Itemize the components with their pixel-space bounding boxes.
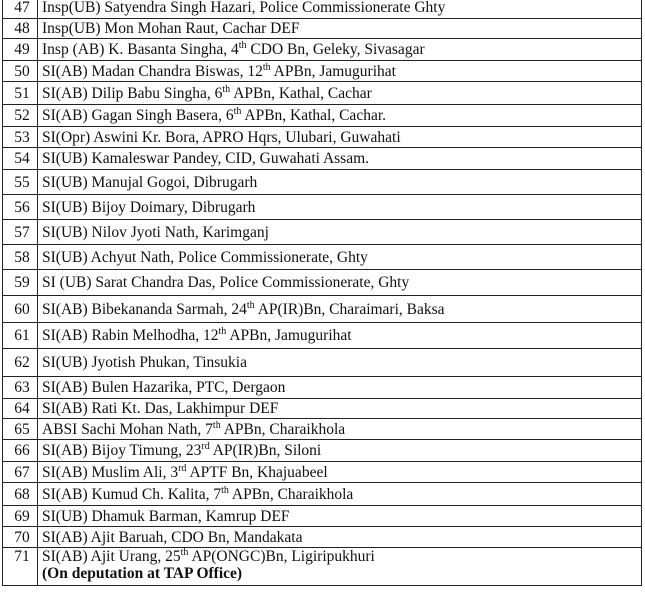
row-number: 64 bbox=[3, 399, 38, 419]
row-text-main: SI(AB) Bulen Hazarika, PTC, Dergaon bbox=[42, 379, 286, 396]
row-number: 52 bbox=[3, 105, 38, 127]
row-number: 47 bbox=[3, 0, 38, 19]
row-text bbox=[38, 170, 642, 195]
row-number: 59 bbox=[3, 270, 38, 296]
row-text-main: SI(AB) Ajit Urang, 25 bbox=[42, 548, 181, 565]
row-text-main: SI(AB) Bibekananda Sarmah, 24 bbox=[42, 300, 247, 318]
row-text-main: SI(UB) Manujal Gogoi, Dibrugarh bbox=[42, 173, 258, 191]
row-text bbox=[38, 82, 642, 105]
row-text-rest: APBn, Charaikhola bbox=[220, 420, 346, 438]
ordinal-suffix: th bbox=[262, 61, 271, 73]
table-row bbox=[3, 170, 642, 195]
row-text-main: SI(AB) Muslim Ali, 3 bbox=[42, 463, 179, 481]
row-text bbox=[38, 527, 642, 548]
row-number: 67 bbox=[3, 462, 38, 483]
row-text-main: SI(AB) Madan Chandra Biswas, 12 bbox=[42, 62, 263, 80]
row-number: 51 bbox=[3, 82, 38, 105]
row-text-main: SI (UB) Sarat Chandra Das, Police Commissionerate, Ghty bbox=[42, 274, 410, 291]
row-text-rest: AP(IR)Bn, Charaimari, Baksa bbox=[254, 300, 445, 318]
row-text bbox=[38, 349, 642, 377]
table-row bbox=[3, 220, 642, 245]
table-row bbox=[3, 245, 642, 270]
table-row bbox=[3, 105, 642, 127]
row-text bbox=[38, 220, 642, 245]
table-row bbox=[3, 377, 642, 399]
row-number: 56 bbox=[3, 195, 38, 220]
table-row bbox=[3, 483, 642, 506]
ordinal-suffix: th bbox=[238, 39, 247, 51]
row-text bbox=[38, 0, 642, 19]
table-row bbox=[3, 270, 642, 296]
row-text bbox=[38, 419, 642, 440]
row-text-rest: CDO Bn, Geleky, Sivasagar bbox=[246, 41, 425, 58]
row-text-rest: AP(IR)Bn, Siloni bbox=[209, 442, 322, 459]
row-text-main: SI(AB) Rabin Melhodha, 12 bbox=[42, 327, 219, 344]
row-text-main: SI(AB) Bijoy Timung, 23 bbox=[42, 442, 202, 459]
row-text-rest: APBn, Charaikhola bbox=[228, 485, 354, 503]
table-row bbox=[3, 527, 642, 548]
row-text-main: SI(AB) Rati Kt. Das, Lakhimpur DEF bbox=[42, 400, 279, 417]
row-text bbox=[38, 148, 642, 170]
row-number: 71 bbox=[3, 548, 38, 586]
ordinal-suffix: th bbox=[212, 419, 221, 431]
table-row bbox=[3, 548, 642, 586]
row-text-rest: APBn, Jamugurihat bbox=[270, 62, 396, 80]
ordinal-suffix: th bbox=[180, 547, 189, 558]
row-text-rest: APBn, Kathal, Cachar. bbox=[241, 107, 387, 124]
ordinal-suffix: th bbox=[233, 105, 242, 117]
personnel-table-body bbox=[3, 0, 642, 586]
row-text-main: SI(AB) Gagan Singh Basera, 6 bbox=[42, 107, 234, 124]
row-number: 48 bbox=[3, 19, 38, 39]
ordinal-suffix: rd bbox=[178, 462, 187, 474]
row-text bbox=[38, 19, 642, 39]
row-number: 55 bbox=[3, 170, 38, 195]
row-text-main: SI(AB) Dilip Babu Singha, 6 bbox=[42, 84, 223, 102]
row-text-main: SI(UB) Dhamuk Barman, Kamrup DEF bbox=[42, 507, 290, 525]
ordinal-suffix: th bbox=[222, 83, 231, 95]
row-text-main: SI(AB) Kumud Ch. Kalita, 7 bbox=[42, 485, 222, 503]
row-number: 68 bbox=[3, 483, 38, 506]
ordinal-suffix: th bbox=[246, 299, 255, 311]
row-text bbox=[38, 270, 642, 296]
row-text-rest: APBn, Jamugurihat bbox=[226, 327, 352, 344]
table-row bbox=[3, 0, 642, 19]
row-text-main: SI(AB) Ajit Baruah, CDO Bn, Mandakata bbox=[42, 528, 303, 546]
row-number: 70 bbox=[3, 527, 38, 548]
row-text-main: SI(UB) Kamaleswar Pandey, CID, Guwahati Assam. bbox=[42, 150, 370, 167]
row-text bbox=[38, 399, 642, 419]
row-text-main: SI(UB) Jyotish Phukan, Tinsukia bbox=[42, 354, 247, 371]
table-row bbox=[3, 399, 642, 419]
row-number: 62 bbox=[3, 349, 38, 377]
row-text-main: SI(UB) Achyut Nath, Police Commissionerate, Ghty bbox=[42, 248, 368, 266]
row-text-main: SI(UB) Nilov Jyoti Nath, Karimganj bbox=[42, 223, 269, 241]
row-text bbox=[38, 105, 642, 127]
row-text bbox=[38, 245, 642, 270]
row-number: 65 bbox=[3, 419, 38, 440]
row-text bbox=[38, 506, 642, 527]
row-text-main: SI(Opr) Aswini Kr. Bora, APRO Hqrs, Ulubari, Guwahati bbox=[42, 128, 401, 146]
row-number: 61 bbox=[3, 323, 38, 349]
row-text-main: Insp(UB) Satyendra Singh Hazari, Police Commissionerate Ghty bbox=[42, 0, 446, 16]
row-text bbox=[38, 127, 642, 148]
row-text-main: SI(UB) Bijoy Doimary, Dibrugarh bbox=[42, 198, 256, 216]
row-text-rest: APTF Bn, Khajuabeel bbox=[186, 463, 328, 481]
table-row bbox=[3, 19, 642, 39]
row-text bbox=[38, 462, 642, 483]
table-row bbox=[3, 39, 642, 61]
row-number: 69 bbox=[3, 506, 38, 527]
table-row bbox=[3, 419, 642, 440]
table-row bbox=[3, 506, 642, 527]
table-row bbox=[3, 127, 642, 148]
ordinal-suffix: th bbox=[218, 325, 227, 337]
row-text bbox=[38, 61, 642, 82]
table-row bbox=[3, 61, 642, 82]
row-number: 57 bbox=[3, 220, 38, 245]
ordinal-suffix: rd bbox=[201, 440, 210, 452]
row-text bbox=[38, 483, 642, 506]
row-text-main: Insp (AB) K. Basanta Singha, 4 bbox=[42, 41, 239, 58]
row-number: 50 bbox=[3, 61, 38, 82]
deputation-note: (On deputation at TAP Office) bbox=[42, 565, 243, 582]
row-text bbox=[38, 195, 642, 220]
row-number: 60 bbox=[3, 296, 38, 323]
row-number: 63 bbox=[3, 377, 38, 399]
table-row bbox=[3, 82, 642, 105]
table-row bbox=[3, 195, 642, 220]
row-text-rest: APBn, Kathal, Cachar bbox=[230, 84, 372, 102]
row-text-main: Insp(UB) Mon Mohan Raut, Cachar DEF bbox=[42, 20, 300, 37]
row-number: 49 bbox=[3, 39, 38, 61]
row-text-main: ABSI Sachi Mohan Nath, 7 bbox=[42, 420, 213, 438]
table-row bbox=[3, 323, 642, 349]
table-row bbox=[3, 349, 642, 377]
personnel-table bbox=[2, 0, 642, 586]
table-row bbox=[3, 148, 642, 170]
row-number: 54 bbox=[3, 148, 38, 170]
row-number: 66 bbox=[3, 440, 38, 462]
row-text bbox=[38, 39, 642, 61]
row-text bbox=[38, 323, 642, 349]
table-row bbox=[3, 296, 642, 323]
table-row bbox=[3, 462, 642, 483]
row-text bbox=[38, 548, 642, 586]
row-text bbox=[38, 440, 642, 462]
row-number: 58 bbox=[3, 245, 38, 270]
row-text bbox=[38, 296, 642, 323]
row-text bbox=[38, 377, 642, 399]
row-number: 53 bbox=[3, 127, 38, 148]
ordinal-suffix: th bbox=[221, 484, 229, 496]
table-row bbox=[3, 440, 642, 462]
row-text-rest: AP(ONGC)Bn, Ligiripukhuri bbox=[188, 548, 375, 565]
